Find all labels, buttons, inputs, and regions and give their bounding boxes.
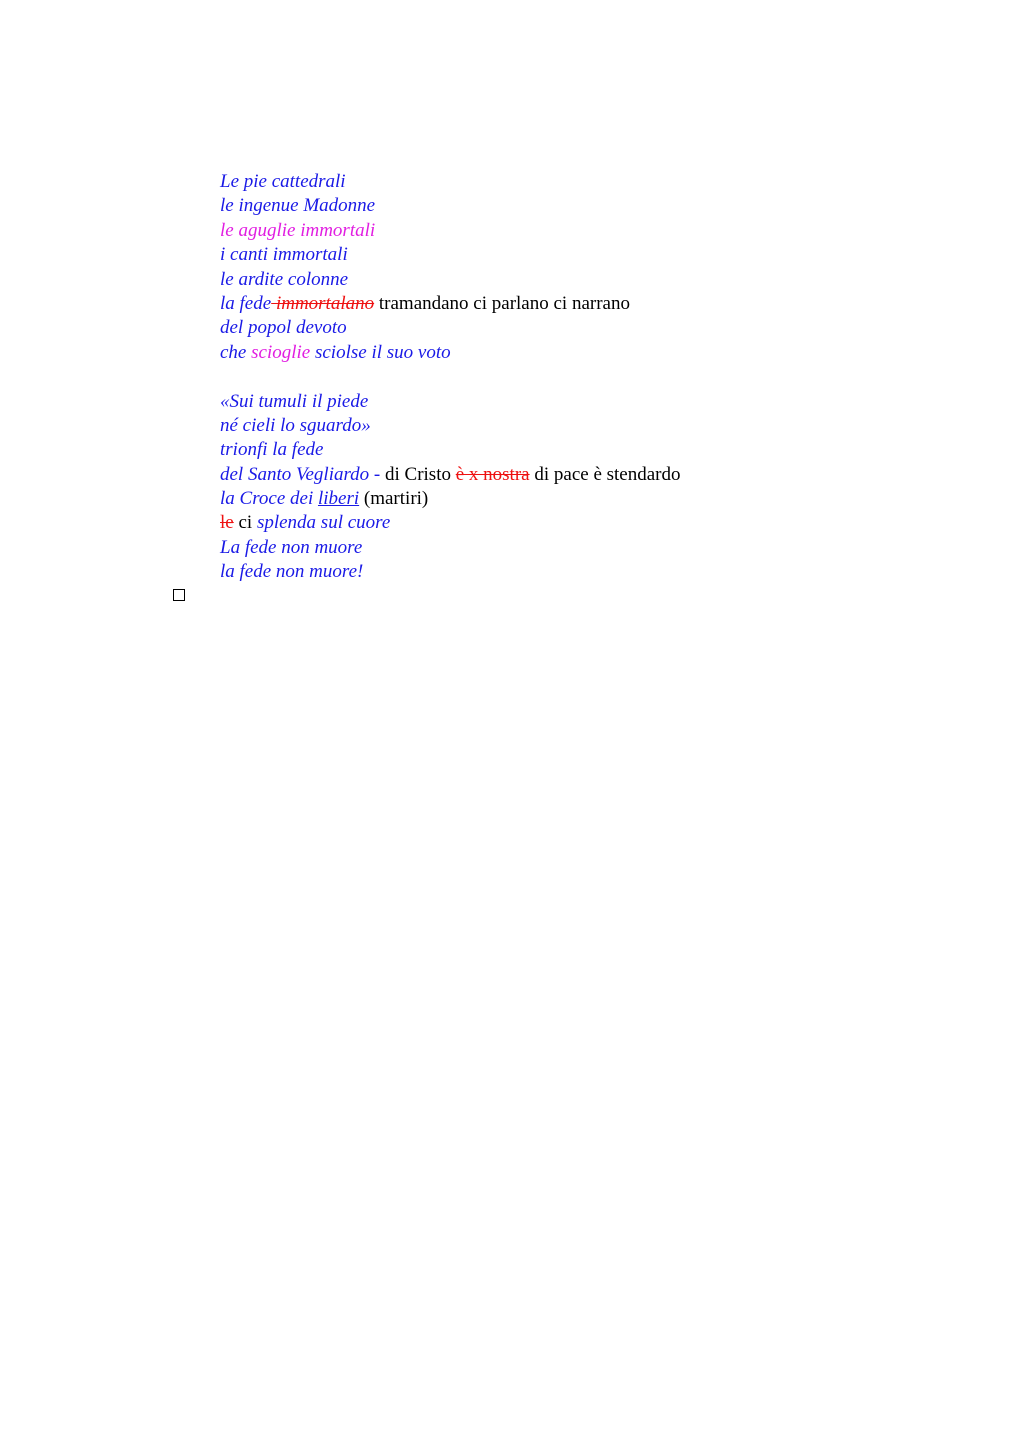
verse-line-revised bbox=[220, 341, 681, 365]
verse-line-revised bbox=[220, 292, 681, 316]
verse-line: del popol devoto bbox=[220, 317, 347, 339]
verse-line: trionfi la fede bbox=[220, 439, 324, 461]
verse-text: sciolse il suo voto bbox=[310, 341, 451, 363]
verse-line-revised bbox=[220, 511, 681, 535]
inserted-text: di Cristo bbox=[380, 463, 456, 485]
deleted-text: immortalano bbox=[271, 292, 375, 314]
empty-checkbox-icon[interactable] bbox=[173, 589, 185, 601]
poem bbox=[220, 170, 681, 585]
variant-text: scioglie bbox=[251, 341, 311, 363]
verse-line: La fede non muore bbox=[220, 536, 363, 558]
verse-line: i canti immortali bbox=[220, 244, 348, 266]
verse-line-variant: le aguglie immortali bbox=[220, 219, 376, 241]
stanza-1 bbox=[220, 170, 681, 365]
inserted-text: tramandano ci parlano ci narrano bbox=[374, 292, 630, 314]
inserted-text: (martiri) bbox=[359, 488, 429, 510]
verse-line: la fede non muore! bbox=[220, 561, 364, 583]
deleted-text: è x nostra bbox=[455, 463, 530, 485]
inserted-text: di pace è stendardo bbox=[529, 463, 681, 485]
stanza-break bbox=[220, 365, 681, 389]
deleted-text: le bbox=[220, 512, 234, 534]
verse-line: le ardite colonne bbox=[220, 268, 349, 290]
verse-line: Le pie cattedrali bbox=[220, 171, 346, 192]
verse-line: né cieli lo sguardo» bbox=[220, 414, 371, 436]
verse-text: che bbox=[220, 341, 252, 363]
verse-line-revised bbox=[220, 487, 681, 511]
verse-line-revised bbox=[220, 463, 681, 487]
verse-text: del Santo Vegliardo - bbox=[220, 463, 381, 485]
verse-line: le ingenue Madonne bbox=[220, 195, 376, 217]
verse-line: «Sui tumuli il piede bbox=[220, 390, 369, 412]
verse-text: splenda sul cuore bbox=[256, 512, 391, 534]
verse-text: la fede bbox=[220, 292, 272, 314]
verse-text: la Croce dei bbox=[220, 488, 318, 510]
inserted-text: ci bbox=[233, 512, 257, 534]
stanza-2 bbox=[220, 390, 681, 585]
underlined-text: liberi bbox=[317, 488, 360, 510]
